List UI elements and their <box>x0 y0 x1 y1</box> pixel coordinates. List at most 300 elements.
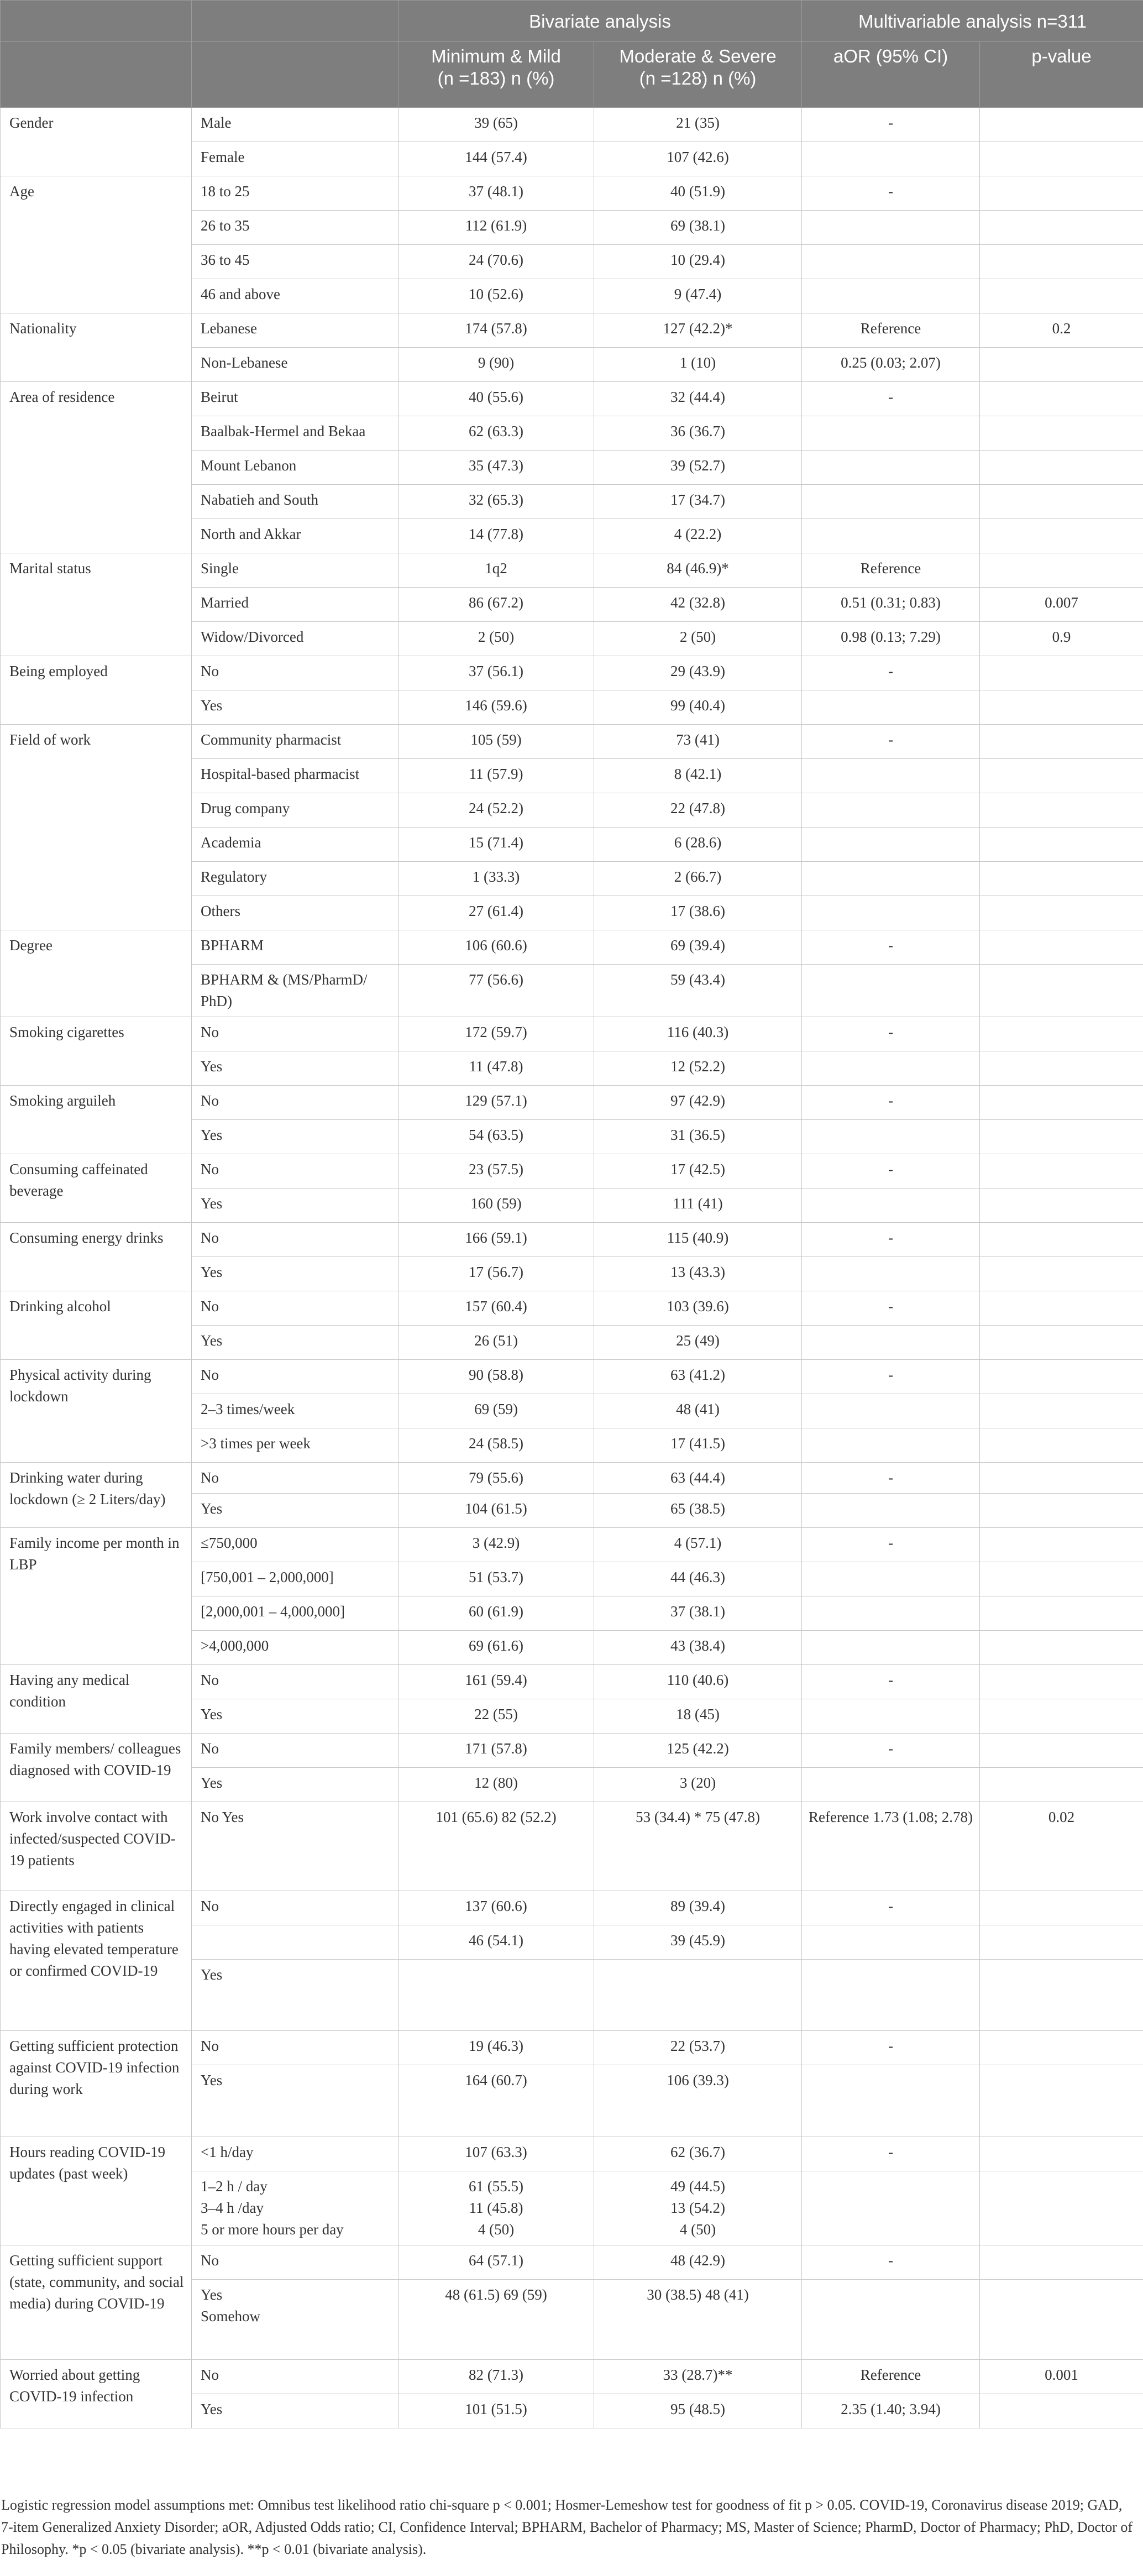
mod-severe-cell: 40 (51.9) <box>594 176 802 211</box>
p-value-cell <box>980 108 1143 142</box>
p-value-cell <box>980 1768 1143 1802</box>
mod-severe-cell: 17 (42.5) <box>594 1154 802 1188</box>
category-cell: Yes <box>192 1699 399 1734</box>
header-bivariate: Bivariate analysis <box>399 1 802 42</box>
aor-cell <box>802 1925 980 1960</box>
category-cell: Widow/Divorced <box>192 622 399 656</box>
mod-severe-cell: 21 (35) <box>594 108 802 142</box>
p-value-cell <box>980 416 1143 451</box>
aor-cell <box>802 1960 980 2031</box>
category-cell: Yes Somehow <box>192 2280 399 2360</box>
aor-cell <box>802 1699 980 1734</box>
row-group-label: Worried about getting COVID-19 infection <box>1 2360 192 2428</box>
category-cell: 1–2 h / day 3–4 h /day 5 or more hours per day <box>192 2171 399 2245</box>
category-cell: Others <box>192 896 399 930</box>
aor-cell <box>802 142 980 176</box>
row-group-label: Drinking alcohol <box>1 1291 192 1360</box>
mod-severe-cell <box>594 1960 802 2031</box>
category-cell: 46 and above <box>192 279 399 313</box>
aor-cell: - <box>802 2031 980 2065</box>
header-blank-1 <box>1 1 192 42</box>
mod-severe-cell: 69 (38.1) <box>594 211 802 245</box>
min-mild-cell: 164 (60.7) <box>399 2065 594 2137</box>
p-value-cell: 0.001 <box>980 2360 1143 2394</box>
mod-severe-cell: 9 (47.4) <box>594 279 802 313</box>
aor-cell <box>802 2280 980 2360</box>
aor-cell <box>802 759 980 793</box>
min-mild-cell: 32 (65.3) <box>399 485 594 519</box>
mod-severe-cell: 110 (40.6) <box>594 1665 802 1699</box>
p-value-cell <box>980 2245 1143 2280</box>
table-row <box>1 108 1143 142</box>
aor-cell: - <box>802 725 980 759</box>
aor-cell <box>802 279 980 313</box>
mod-severe-cell: 59 (43.4) <box>594 965 802 1017</box>
table-row <box>1 382 1143 416</box>
category-cell: <1 h/day <box>192 2137 399 2171</box>
p-value-cell <box>980 1528 1143 1562</box>
min-mild-cell: 161 (59.4) <box>399 1665 594 1699</box>
p-value-cell <box>980 1086 1143 1120</box>
p-value-cell <box>980 930 1143 965</box>
min-mild-cell: 48 (61.5) 69 (59) <box>399 2280 594 2360</box>
aor-cell: 2.35 (1.40; 3.94) <box>802 2394 980 2428</box>
table-row <box>1 1223 1143 1257</box>
aor-cell: Reference <box>802 313 980 348</box>
table-row <box>1 2245 1143 2280</box>
category-cell: Male <box>192 108 399 142</box>
aor-cell <box>802 793 980 828</box>
aor-cell: - <box>802 1360 980 1394</box>
p-value-cell <box>980 656 1143 690</box>
aor-cell <box>802 1394 980 1428</box>
min-mild-cell: 2 (50) <box>399 622 594 656</box>
p-value-cell: 0.2 <box>980 313 1143 348</box>
min-mild-cell: 9 (90) <box>399 348 594 382</box>
min-mild-cell: 17 (56.7) <box>399 1257 594 1291</box>
aor-cell: - <box>802 1223 980 1257</box>
aor-cell: - <box>802 1086 980 1120</box>
mod-severe-cell: 29 (43.9) <box>594 656 802 690</box>
category-cell <box>192 1925 399 1960</box>
mod-severe-cell: 12 (52.2) <box>594 1051 802 1086</box>
table-row <box>1 1528 1143 1562</box>
p-value-cell <box>980 1326 1143 1360</box>
category-cell: No <box>192 1223 399 1257</box>
aor-cell <box>802 862 980 896</box>
p-value-cell <box>980 2171 1143 2245</box>
aor-cell <box>802 690 980 725</box>
p-value-cell <box>980 1463 1143 1494</box>
category-cell: No <box>192 656 399 690</box>
row-group-label: Being employed <box>1 656 192 725</box>
min-mild-cell: 105 (59) <box>399 725 594 759</box>
min-mild-cell: 79 (55.6) <box>399 1463 594 1494</box>
row-group-label: Directly engaged in clinical activities with patients having elevated temperature or confirmed COVID-19 <box>1 1891 192 2031</box>
aor-cell: - <box>802 108 980 142</box>
min-mild-cell: 90 (58.8) <box>399 1360 594 1394</box>
aor-cell: - <box>802 1017 980 1051</box>
mod-severe-cell: 39 (52.7) <box>594 451 802 485</box>
category-cell: >3 times per week <box>192 1428 399 1463</box>
table-row <box>1 1154 1143 1188</box>
aor-cell: - <box>802 2137 980 2171</box>
row-group-label: Gender <box>1 108 192 176</box>
p-value-cell <box>980 759 1143 793</box>
row-group-label: Age <box>1 176 192 313</box>
p-value-cell <box>980 2031 1143 2065</box>
p-value-cell <box>980 245 1143 279</box>
p-value-cell <box>980 1017 1143 1051</box>
min-mild-cell: 101 (51.5) <box>399 2394 594 2428</box>
aor-cell: - <box>802 1734 980 1768</box>
p-value-cell <box>980 1154 1143 1188</box>
category-cell: No <box>192 1291 399 1326</box>
aor-cell <box>802 1257 980 1291</box>
category-cell: No Yes <box>192 1802 399 1891</box>
aor-cell <box>802 1494 980 1528</box>
p-value-cell <box>980 485 1143 519</box>
min-mild-cell: 51 (53.7) <box>399 1562 594 1596</box>
table-row <box>1 725 1143 759</box>
p-value-cell <box>980 2137 1143 2171</box>
table-row <box>1 313 1143 348</box>
category-cell: Mount Lebanon <box>192 451 399 485</box>
min-mild-cell: 1 (33.3) <box>399 862 594 896</box>
p-value-cell <box>980 1051 1143 1086</box>
p-value-cell: 0.007 <box>980 588 1143 622</box>
row-group-label: Family income per month in LBP <box>1 1528 192 1665</box>
aor-cell: - <box>802 656 980 690</box>
min-mild-cell: 172 (59.7) <box>399 1017 594 1051</box>
aor-cell: Reference <box>802 553 980 588</box>
category-cell: Yes <box>192 2394 399 2428</box>
aor-cell: - <box>802 1291 980 1326</box>
table-row <box>1 1891 1143 1925</box>
min-mild-cell: 37 (48.1) <box>399 176 594 211</box>
header-min-mild <box>399 42 594 108</box>
min-mild-cell: 144 (57.4) <box>399 142 594 176</box>
row-group-label: Field of work <box>1 725 192 930</box>
header-mod-severe-line1: Moderate & Severe <box>619 46 777 66</box>
min-mild-cell: 107 (63.3) <box>399 2137 594 2171</box>
mod-severe-cell: 95 (48.5) <box>594 2394 802 2428</box>
mod-severe-cell: 53 (34.4) * 75 (47.8) <box>594 1802 802 1891</box>
mod-severe-cell: 73 (41) <box>594 725 802 759</box>
min-mild-cell: 11 (47.8) <box>399 1051 594 1086</box>
min-mild-cell: 101 (65.6) 82 (52.2) <box>399 1802 594 1891</box>
p-value-cell <box>980 1360 1143 1394</box>
table-row <box>1 1665 1143 1699</box>
mod-severe-cell: 2 (50) <box>594 622 802 656</box>
category-cell: Nabatieh and South <box>192 485 399 519</box>
min-mild-cell: 11 (57.9) <box>399 759 594 793</box>
aor-cell: - <box>802 176 980 211</box>
min-mild-cell: 77 (56.6) <box>399 965 594 1017</box>
p-value-cell <box>980 1631 1143 1665</box>
mod-severe-cell: 37 (38.1) <box>594 1596 802 1631</box>
min-mild-cell: 112 (61.9) <box>399 211 594 245</box>
aor-cell: - <box>802 1891 980 1925</box>
min-mild-cell: 37 (56.1) <box>399 656 594 690</box>
min-mild-cell: 137 (60.6) <box>399 1891 594 1925</box>
category-cell: Drug company <box>192 793 399 828</box>
category-cell: Yes <box>192 1051 399 1086</box>
mod-severe-cell: 1 (10) <box>594 348 802 382</box>
mod-severe-cell: 10 (29.4) <box>594 245 802 279</box>
p-value-cell <box>980 279 1143 313</box>
mod-severe-cell: 103 (39.6) <box>594 1291 802 1326</box>
min-mild-cell: 171 (57.8) <box>399 1734 594 1768</box>
row-group-label: Smoking cigarettes <box>1 1017 192 1086</box>
p-value-cell <box>980 1891 1143 1925</box>
min-mild-cell: 86 (67.2) <box>399 588 594 622</box>
p-value-cell <box>980 2394 1143 2428</box>
mod-severe-cell: 69 (39.4) <box>594 930 802 965</box>
p-value-cell <box>980 896 1143 930</box>
aor-cell: 0.98 (0.13; 7.29) <box>802 622 980 656</box>
category-cell: Yes <box>192 2065 399 2137</box>
header-blank-4 <box>192 42 399 108</box>
p-value-cell: 0.9 <box>980 622 1143 656</box>
header-multivariable: Multivariable analysis n=311 <box>802 1 1143 42</box>
category-cell: Single <box>192 553 399 588</box>
category-cell: North and Akkar <box>192 519 399 553</box>
row-group-label: Area of residence <box>1 382 192 553</box>
mod-severe-cell: 30 (38.5) 48 (41) <box>594 2280 802 2360</box>
row-group-label: Work involve contact with infected/suspected COVID-19 patients <box>1 1802 192 1891</box>
mod-severe-cell: 4 (22.2) <box>594 519 802 553</box>
p-value-cell <box>980 553 1143 588</box>
min-mild-cell: 14 (77.8) <box>399 519 594 553</box>
min-mild-cell: 62 (63.3) <box>399 416 594 451</box>
aor-cell <box>802 211 980 245</box>
min-mild-cell: 104 (61.5) <box>399 1494 594 1528</box>
mod-severe-cell: 84 (46.9)* <box>594 553 802 588</box>
table-row <box>1 2360 1143 2394</box>
mod-severe-cell: 43 (38.4) <box>594 1631 802 1665</box>
category-cell: Beirut <box>192 382 399 416</box>
header-min-mild-line2: (n =183) n (%) <box>437 68 555 88</box>
table-body <box>1 108 1143 2428</box>
p-value-cell <box>980 451 1143 485</box>
header-row-2 <box>1 42 1143 108</box>
mod-severe-cell: 63 (44.4) <box>594 1463 802 1494</box>
header-mod-severe-line2: (n =128) n (%) <box>639 68 757 88</box>
p-value-cell <box>980 1291 1143 1326</box>
min-mild-cell: 10 (52.6) <box>399 279 594 313</box>
table-footnote: Logistic regression model assumptions met: Omnibus test likelihood ratio chi-square p < 0.001; Hosmer-Lemeshow test for goodness of fit p > 0.05. COVID-19, Coronavirus disease 2019; GAD, 7-item Generalized Anxiety Disorder; aOR, Adjusted Odds ratio; CI, Confidence Interval; BPHARM, Bachelor of Pharmacy; MS, Master of Science; PharmD, Doctor of Pharmacy; PhD, Doctor of Philosophy. *p < 0.05 (bivariate analysis). **p < 0.01 (bivariate analysis). <box>1 2497 1133 2557</box>
aor-cell <box>802 451 980 485</box>
min-mild-cell <box>399 1960 594 2031</box>
aor-cell: 0.25 (0.03; 2.07) <box>802 348 980 382</box>
p-value-cell <box>980 211 1143 245</box>
row-group-label: Getting sufficient support (state, community, and social media) during COVID-19 <box>1 2245 192 2360</box>
row-group-label: Degree <box>1 930 192 1017</box>
row-group-label: Marital status <box>1 553 192 656</box>
p-value-cell <box>980 828 1143 862</box>
min-mild-cell: 61 (55.5) 11 (45.8) 4 (50) <box>399 2171 594 2245</box>
p-value-cell <box>980 1925 1143 1960</box>
p-value-cell <box>980 1494 1143 1528</box>
mod-severe-cell: 32 (44.4) <box>594 382 802 416</box>
p-value-cell <box>980 176 1143 211</box>
min-mild-cell: 157 (60.4) <box>399 1291 594 1326</box>
header-row-1 <box>1 1 1143 42</box>
category-cell: Yes <box>192 1326 399 1360</box>
p-value-cell <box>980 1562 1143 1596</box>
p-value-cell <box>980 519 1143 553</box>
mod-severe-cell: 127 (42.2)* <box>594 313 802 348</box>
table-row <box>1 1734 1143 1768</box>
min-mild-cell: 54 (63.5) <box>399 1120 594 1154</box>
mod-severe-cell: 17 (38.6) <box>594 896 802 930</box>
category-cell: 2–3 times/week <box>192 1394 399 1428</box>
category-cell: 26 to 35 <box>192 211 399 245</box>
aor-cell <box>802 1631 980 1665</box>
category-cell: No <box>192 1154 399 1188</box>
aor-cell <box>802 1768 980 1802</box>
min-mild-cell: 46 (54.1) <box>399 1925 594 1960</box>
header-aor: aOR (95% CI) <box>802 42 980 108</box>
mod-severe-cell: 36 (36.7) <box>594 416 802 451</box>
category-cell: No <box>192 1891 399 1925</box>
min-mild-cell: 1q2 <box>399 553 594 588</box>
aor-cell <box>802 1596 980 1631</box>
mod-severe-cell: 33 (28.7)** <box>594 2360 802 2394</box>
min-mild-cell: 15 (71.4) <box>399 828 594 862</box>
min-mild-cell: 24 (52.2) <box>399 793 594 828</box>
aor-cell <box>802 1051 980 1086</box>
mod-severe-cell: 42 (32.8) <box>594 588 802 622</box>
aor-cell <box>802 485 980 519</box>
min-mild-cell: 35 (47.3) <box>399 451 594 485</box>
table-row <box>1 2137 1143 2171</box>
mod-severe-cell: 4 (57.1) <box>594 1528 802 1562</box>
aor-cell <box>802 2171 980 2245</box>
category-cell: Married <box>192 588 399 622</box>
row-group-label: Family members/ colleagues diagnosed with COVID-19 <box>1 1734 192 1802</box>
mod-severe-cell: 125 (42.2) <box>594 1734 802 1768</box>
category-cell: Non-Lebanese <box>192 348 399 382</box>
table-row <box>1 1017 1143 1051</box>
mod-severe-cell: 22 (53.7) <box>594 2031 802 2065</box>
aor-cell <box>802 828 980 862</box>
p-value-cell <box>980 1665 1143 1699</box>
category-cell: Community pharmacist <box>192 725 399 759</box>
category-cell: Yes <box>192 1494 399 1528</box>
category-cell: Yes <box>192 1120 399 1154</box>
min-mild-cell: 23 (57.5) <box>399 1154 594 1188</box>
min-mild-cell: 19 (46.3) <box>399 2031 594 2065</box>
p-value-cell <box>980 1960 1143 2031</box>
aor-cell <box>802 896 980 930</box>
table-row <box>1 2031 1143 2065</box>
category-cell: No <box>192 1086 399 1120</box>
p-value-cell <box>980 1257 1143 1291</box>
aor-cell: - <box>802 930 980 965</box>
mod-severe-cell: 2 (66.7) <box>594 862 802 896</box>
category-cell: Yes <box>192 1257 399 1291</box>
min-mild-cell: 106 (60.6) <box>399 930 594 965</box>
p-value-cell <box>980 965 1143 1017</box>
header-blank-3 <box>1 42 192 108</box>
mod-severe-cell: 111 (41) <box>594 1188 802 1223</box>
mod-severe-cell: 44 (46.3) <box>594 1562 802 1596</box>
category-cell: No <box>192 2360 399 2394</box>
aor-cell: - <box>802 1528 980 1562</box>
mod-severe-cell: 31 (36.5) <box>594 1120 802 1154</box>
p-value-cell <box>980 1223 1143 1257</box>
mod-severe-cell: 25 (49) <box>594 1326 802 1360</box>
min-mild-cell: 24 (58.5) <box>399 1428 594 1463</box>
table-row <box>1 656 1143 690</box>
mod-severe-cell: 17 (41.5) <box>594 1428 802 1463</box>
aor-cell: - <box>802 2245 980 2280</box>
min-mild-cell: 24 (70.6) <box>399 245 594 279</box>
row-group-label: Drinking water during lockdown (≥ 2 Liters/day) <box>1 1463 192 1528</box>
header-min-mild-line1: Minimum & Mild <box>431 46 561 66</box>
mod-severe-cell: 115 (40.9) <box>594 1223 802 1257</box>
header-p-value: p-value <box>980 42 1143 108</box>
min-mild-cell: 60 (61.9) <box>399 1596 594 1631</box>
aor-cell: - <box>802 1154 980 1188</box>
mod-severe-cell: 62 (36.7) <box>594 2137 802 2171</box>
mod-severe-cell: 99 (40.4) <box>594 690 802 725</box>
category-cell: Regulatory <box>192 862 399 896</box>
mod-severe-cell: 116 (40.3) <box>594 1017 802 1051</box>
category-cell: No <box>192 2245 399 2280</box>
category-cell: No <box>192 2031 399 2065</box>
mod-severe-cell: 107 (42.6) <box>594 142 802 176</box>
mod-severe-cell: 3 (20) <box>594 1768 802 1802</box>
table-row <box>1 1086 1143 1120</box>
category-cell: No <box>192 1665 399 1699</box>
aor-cell: - <box>802 1463 980 1494</box>
aor-cell <box>802 519 980 553</box>
aor-cell: 0.51 (0.31; 0.83) <box>802 588 980 622</box>
min-mild-cell: 12 (80) <box>399 1768 594 1802</box>
table-row <box>1 930 1143 965</box>
p-value-cell <box>980 382 1143 416</box>
min-mild-cell: 39 (65) <box>399 108 594 142</box>
table-row <box>1 1463 1143 1494</box>
category-cell: BPHARM & (MS/PharmD/ PhD) <box>192 965 399 1017</box>
mod-severe-cell: 13 (43.3) <box>594 1257 802 1291</box>
aor-cell <box>802 1120 980 1154</box>
p-value-cell <box>980 1596 1143 1631</box>
p-value-cell: 0.02 <box>980 1802 1143 1891</box>
min-mild-cell: 146 (59.6) <box>399 690 594 725</box>
aor-cell <box>802 1326 980 1360</box>
header-mod-severe <box>594 42 802 108</box>
header-blank-2 <box>192 1 399 42</box>
category-cell: Yes <box>192 1188 399 1223</box>
aor-cell <box>802 2065 980 2137</box>
category-cell: BPHARM <box>192 930 399 965</box>
min-mild-cell: 27 (61.4) <box>399 896 594 930</box>
min-mild-cell: 82 (71.3) <box>399 2360 594 2394</box>
min-mild-cell: 40 (55.6) <box>399 382 594 416</box>
mod-severe-cell: 48 (41) <box>594 1394 802 1428</box>
aor-cell <box>802 1562 980 1596</box>
category-cell: [750,001 – 2,000,000] <box>192 1562 399 1596</box>
category-cell: Female <box>192 142 399 176</box>
category-cell: Yes <box>192 1768 399 1802</box>
mod-severe-cell: 22 (47.8) <box>594 793 802 828</box>
category-cell: Academia <box>192 828 399 862</box>
p-value-cell <box>980 725 1143 759</box>
